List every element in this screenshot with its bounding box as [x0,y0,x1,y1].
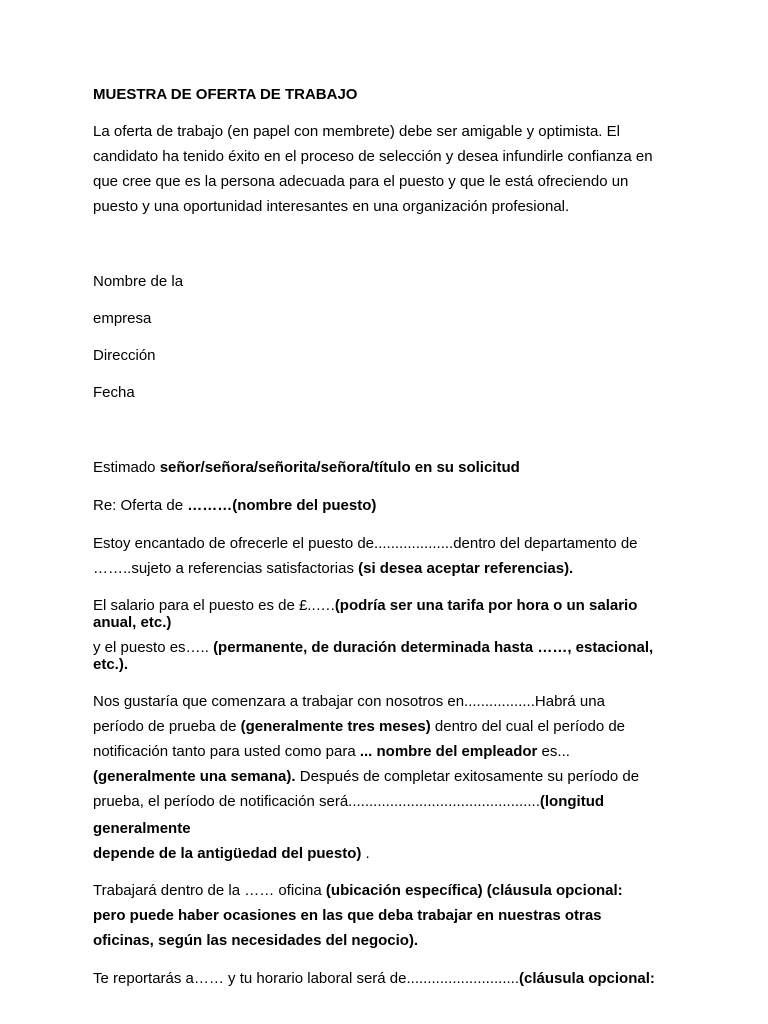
salary-text: El salario para el puesto es de £..…. [93,597,335,614]
bold-segment: ... nombre del empleador [359,743,538,760]
text-segment: período de prueba de [93,718,241,735]
start-paragraph-line [93,743,570,761]
text-segment: es... [537,743,570,760]
subject-prefix: Re: Oferta de [93,497,188,514]
salary-note: (podría ser una tarifa por hora o un salario [334,597,638,614]
subject-line [93,497,376,515]
start-paragraph-line [93,768,639,786]
offer-paragraph-line [93,560,573,578]
intro-line: puesto y una oportunidad interesantes en una organización profesional. [93,198,570,215]
bold-segment: (generalmente una semana). [93,768,296,785]
reporting-line [93,970,655,988]
intro-line: que cree que es la persona adecuada para el puesto y que le está ofreciendo un [93,173,629,190]
bold-segment: (generalmente tres meses) [240,718,431,735]
salutation-placeholder: señor/señora/señorita/señora/título en su solicitud [159,459,520,476]
offer-paragraph-line: Estoy encantado de ofrecerle el puesto de...................dentro del departamento de [93,535,638,552]
address-label: Dirección [93,347,156,364]
start-paragraph-line: generalmente [93,820,191,837]
intro-line: La oferta de trabajo (en papel con membrete) debe ser amigable y optimista. El [93,123,620,140]
reporting-text: Te reportarás a…… y tu horario laboral será de........................... [93,970,520,987]
salary-note-cont: anual, etc.) [93,614,172,631]
office-note: (ubicación específica) (cláusula opcional: [325,882,623,899]
offer-text: ……..sujeto a referencias satisfactorias [93,560,359,577]
salutation [93,459,520,477]
start-paragraph-line [93,718,625,736]
date-label: Fecha [93,384,135,401]
subject-placeholder: ………(nombre del puesto) [187,497,377,514]
text-segment: dentro del cual el período de [430,718,626,735]
start-paragraph-line [93,845,370,863]
company-name-line: empresa [93,310,152,327]
position-type-line [93,639,653,657]
company-name-line: Nombre de la [93,273,184,290]
office-paragraph-line: oficinas, según las necesidades del negocio). [93,932,419,949]
salutation-prefix: Estimado [93,459,160,476]
start-paragraph-line: Nos gustaría que comenzara a trabajar con nosotros en.................Habrá una [93,693,605,710]
position-type-note: (permanente, de duración determinada hasta ……, estacional, [213,639,654,656]
salary-line [93,597,637,615]
position-type-text: y el puesto es….. [93,639,214,656]
text-segment: prueba, el período de notificación será.............................................. [93,793,540,810]
position-type-note-cont: etc.). [93,656,129,673]
intro-line: candidato ha tenido éxito en el proceso de selección y desea infundirle confianza en [93,148,653,165]
office-paragraph-line: pero puede haber ocasiones en las que deba trabajar en nuestras otras [93,907,602,924]
text-segment: . [361,845,370,862]
text-segment: notificación tanto para usted como para [93,743,360,760]
office-text: Trabajará dentro de la …… oficina [93,882,326,899]
reporting-note: (cláusula opcional: [519,970,655,987]
document-title: MUESTRA DE OFERTA DE TRABAJO [93,86,358,103]
text-segment: Después de completar exitosamente su período de [295,768,640,785]
bold-segment: (longitud [539,793,605,810]
offer-note: (si desea aceptar referencias). [358,560,574,577]
bold-segment: depende de la antigüedad del puesto) [93,845,362,862]
start-paragraph-line [93,793,604,811]
office-paragraph-line [93,882,623,900]
